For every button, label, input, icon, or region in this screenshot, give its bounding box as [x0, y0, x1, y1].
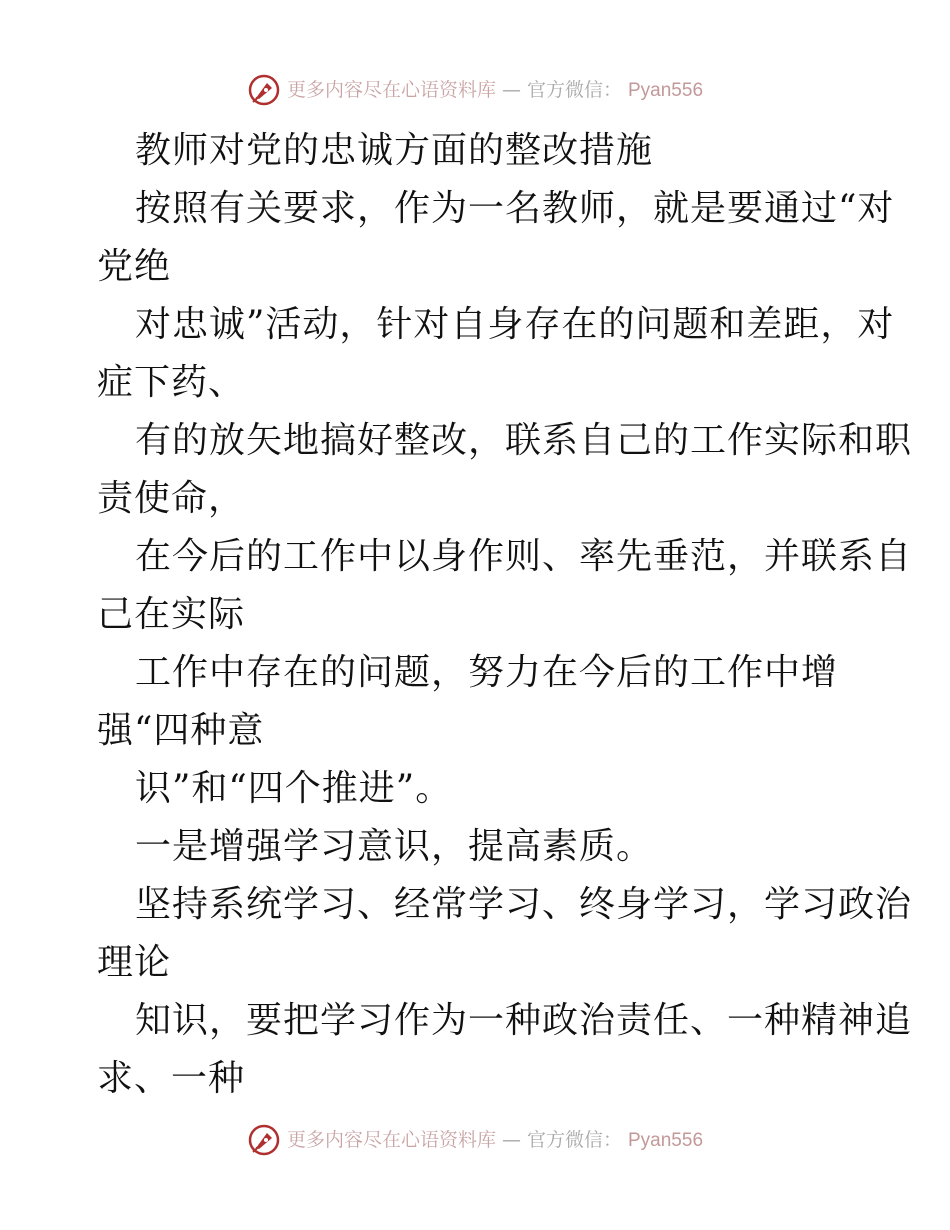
watermark-main-text: 更多内容尽在心语资料库 — [286, 1128, 496, 1151]
text-line: 党绝 — [97, 246, 172, 287]
watermark-id: Pyan556 — [628, 79, 704, 101]
text-line: 坚持系统学习、经常学习、终身学习，学习政治 — [135, 884, 913, 925]
watermark-dash: — — [501, 78, 521, 101]
header-watermark — [0, 70, 950, 110]
text-line: 症下药、 — [97, 362, 246, 403]
text-line: 知识，要把学习作为一种政治责任、一种精神追 — [135, 1000, 913, 1041]
pen-nib-circle-icon — [247, 73, 281, 107]
document-body — [97, 122, 913, 1108]
text-line: 强“四种意 — [97, 710, 265, 751]
footer-watermark — [0, 1120, 950, 1160]
pen-nib-circle-icon — [247, 1123, 281, 1157]
text-line: 有的放矢地搞好整改，联系自己的工作实际和职 — [135, 420, 913, 461]
text-line: 识”和“四个推进”。 — [135, 768, 453, 809]
watermark-label: 官方微信： — [526, 1128, 622, 1151]
text-line: 工作中存在的问题，努力在今后的工作中增 — [135, 652, 839, 693]
watermark-main-text: 更多内容尽在心语资料库 — [286, 78, 496, 101]
watermark-label: 官方微信： — [526, 78, 622, 101]
text-line: 责使命， — [97, 478, 246, 519]
text-line: 求、一种 — [97, 1058, 246, 1099]
text-line: 在今后的工作中以身作则、率先垂范，并联系自 — [135, 536, 913, 577]
watermark-dash: — — [501, 1128, 521, 1151]
text-line: 一是增强学习意识，提高素质。 — [135, 826, 654, 867]
text-line: 理论 — [97, 942, 172, 983]
text-line: 对忠诚”活动，针对自身存在的问题和差距，对 — [135, 304, 895, 345]
text-line: 教师对党的忠诚方面的整改措施 — [135, 130, 654, 171]
text-line: 己在实际 — [97, 594, 246, 635]
watermark-id: Pyan556 — [628, 1129, 704, 1151]
text-line: 按照有关要求，作为一名教师，就是要通过“对 — [135, 188, 895, 229]
